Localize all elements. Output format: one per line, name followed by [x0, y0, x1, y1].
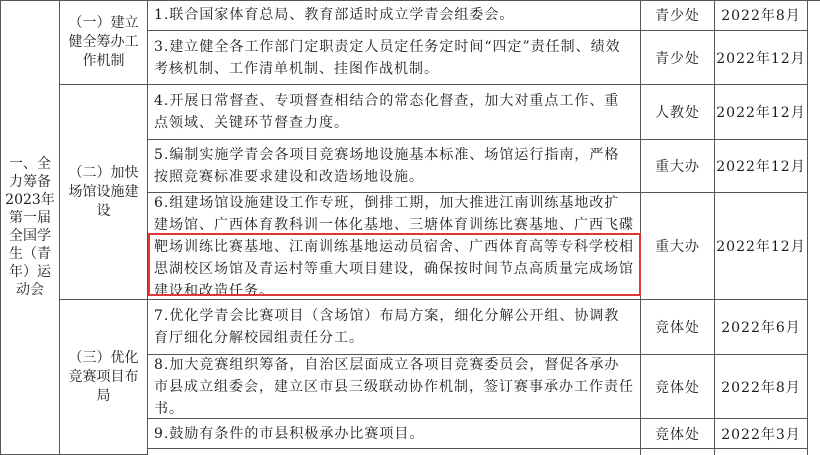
- section-cell: [60, 300, 148, 455]
- date-cell: [715, 85, 808, 140]
- date-cell: [715, 31, 808, 85]
- dept-text: 重大办: [655, 159, 700, 175]
- section-cell: [60, 0, 148, 85]
- task-cell: [148, 85, 641, 140]
- task-cell: [148, 0, 641, 31]
- task-cell: [148, 193, 641, 300]
- task-text: 9.鼓励有条件的市县积极承办比赛项目。: [154, 425, 425, 442]
- task-cell: [148, 300, 641, 355]
- task-text: 6.组建场馆设施建设工作专班，倒排工期，加大推进江南训练基地改扩建场馆、广西体育教科训一体化基地、三塘体育训练比赛基地、广西飞碟靶场训练比赛基地、江南训练基地运动员宿舍、广西体育高等专科学校相思湖校区场馆及青运村等重大项目建设，确保按时间节点高质量完成场馆建设和改造任务。: [154, 195, 634, 299]
- dept-cell: [641, 31, 715, 85]
- date-text: 2022年12月: [716, 50, 806, 67]
- section-title: （二）加快场馆设施建设: [68, 164, 139, 219]
- next-row-dept-cell: [641, 449, 715, 455]
- section-title: （三）优化竞赛项目布局: [68, 349, 139, 404]
- category-cell: [0, 0, 60, 455]
- date-cell: [715, 355, 808, 419]
- task-text: 3.建立健全各工作部门定职责定人员定任务定时间“四定”责任制、绩效考核机制、工作清单机制、挂图作战机制。: [154, 38, 621, 77]
- task-cell: [148, 355, 641, 419]
- dept-text: 青少处: [655, 8, 700, 24]
- dept-cell: [641, 85, 715, 140]
- date-cell: [715, 300, 808, 355]
- date-cell: [715, 193, 808, 300]
- dept-cell: [641, 0, 715, 31]
- dept-text: 竞体处: [655, 320, 700, 336]
- task-text: 4.开展日常督查、专项督查相结合的常态化督查，加大对重点工作、重点领域、关键环节督查力度。: [154, 93, 620, 131]
- task-text: 5.编制实施学青会各项目竞赛场地设施基本标准、场馆运行指南，严格按照竞赛标准要求建设和改造场地设施。: [154, 147, 620, 185]
- task-cell: [148, 140, 641, 193]
- date-text: 2022年12月: [716, 239, 806, 255]
- section-title: （一）建立健全筹办工作机制: [68, 14, 139, 69]
- dept-text: 重大办: [655, 239, 700, 255]
- dept-text: 竞体处: [655, 426, 700, 443]
- task-text: 1.联合国家体育总局、教育部适时成立学青会组委会。: [154, 7, 515, 23]
- date-text: 2022年6月: [721, 320, 801, 336]
- dept-cell: [641, 193, 715, 300]
- dept-cell: [641, 419, 715, 449]
- date-text: 2022年12月: [716, 159, 806, 175]
- dept-text: 竞体处: [655, 379, 700, 396]
- section-cell: [60, 85, 148, 300]
- date-text: 2022年12月: [716, 105, 806, 121]
- date-text: 2022年3月: [721, 426, 801, 443]
- date-cell: [715, 0, 808, 31]
- next-row-task-cell: [148, 449, 641, 455]
- task-text: 7.优化学青会比赛项目（含场馆）布局方案，细化分解公开组、协调教育厅细化分解校园组责任分工。: [154, 308, 620, 346]
- dept-text: 人教处: [655, 105, 700, 121]
- task-cell: [148, 419, 641, 449]
- date-text: 2022年8月: [721, 8, 801, 24]
- dept-cell: [641, 300, 715, 355]
- dept-cell: [641, 140, 715, 193]
- category-text: 一、全力筹备2023年第一届全国学生（青年）运动会: [5, 156, 55, 298]
- dept-cell: [641, 355, 715, 419]
- date-text: 2022年8月: [721, 379, 801, 396]
- dept-text: 青少处: [655, 50, 700, 67]
- date-cell: [715, 140, 808, 193]
- date-cell: [715, 419, 808, 449]
- next-row-date-cell: [715, 449, 808, 455]
- task-text: 8.加大竞赛组织筹备，自治区层面成立各项目竞赛委员会，督促各承办市县成立组委会，建立区市县三级联动协作机制，签订赛事承办工作责任书。: [154, 356, 634, 417]
- task-cell: [148, 31, 641, 85]
